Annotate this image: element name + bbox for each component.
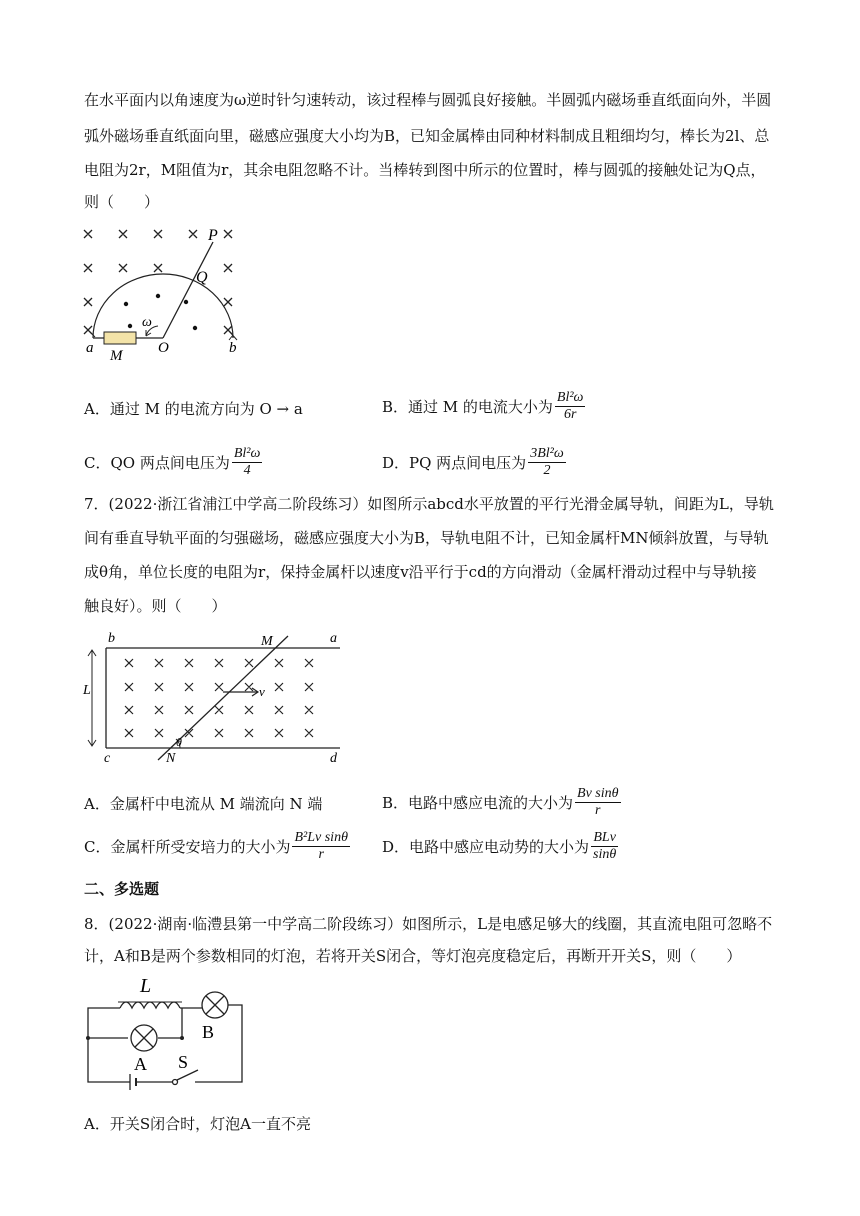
label-Q: Q: [196, 269, 208, 286]
label-M: M: [261, 634, 273, 649]
q7-option-a[interactable]: A．金属杆中电流从 M 端流向 N 端: [84, 795, 323, 813]
q6-option-b[interactable]: B．通过 M 的电流大小为 $\frac{\text{Bl²ω}}{6r}$: [382, 390, 584, 422]
q6-figure: [78, 222, 268, 362]
field-marks: [125, 659, 313, 737]
metal-rod: [163, 242, 213, 338]
q8-option-a[interactable]: A．开关S闭合时，灯泡A一直不亮: [84, 1115, 311, 1133]
label-N: N: [166, 751, 176, 766]
label-v: v: [259, 684, 265, 699]
field-out-of-page-dots: [124, 294, 197, 330]
label-L: L: [140, 975, 152, 997]
inductor-L: [120, 1002, 180, 1008]
section-title: 二、多选题: [84, 880, 160, 898]
label-theta: θ: [176, 735, 182, 749]
label-B: B: [202, 1022, 215, 1042]
q7-figure: [78, 628, 348, 768]
q7-option-c[interactable]: C．金属杆所受安培力的大小为 $\frac{\text{B²Lv sinθ}}{r}$: [84, 830, 348, 862]
label-a: a: [86, 340, 94, 356]
q6-option-a[interactable]: A．通过 M 的电流方向为 O → a: [84, 400, 303, 418]
switch-S: [173, 1080, 178, 1085]
q8-line-1: 8．(2022·湖南·临澧县第一中学高二阶段练习）如图所示，L是电感足够大的线圈，其直流电阻可忽略不: [84, 915, 773, 933]
label-P: P: [208, 227, 218, 244]
label-M: M: [110, 348, 123, 362]
q7-option-b[interactable]: B．电路中感应电流的大小为 $\frac{\text{Bv sinθ}}{r}$: [382, 786, 619, 818]
q6-line-2: 弧外磁场垂直纸面向里，磁感应强度大小均为B，已知金属棒由同种材料制成且粗细均匀，棒长为2l、总: [84, 127, 770, 145]
semicircle-arc: [93, 274, 233, 338]
q6-option-c[interactable]: C．QO 两点间电压为 $\frac{\text{Bl²ω}}{4}$: [84, 446, 261, 478]
label-L: L: [83, 683, 91, 698]
q6-option-d[interactable]: D．PQ 两点间电压为 $\frac{\text{3Bl²ω}}{2}$: [382, 446, 564, 478]
resistor-M: [104, 332, 136, 344]
q8-line-2: 计，A和B是两个参数相同的灯泡，若将开关S闭合，等灯泡亮度稳定后，再断开开关S，则（ ）: [84, 947, 742, 965]
label-S: S: [178, 1052, 189, 1072]
wire-right: [195, 1005, 242, 1082]
label-b: b: [229, 340, 237, 356]
wire-left: [88, 1008, 130, 1082]
q7-option-d[interactable]: D．电路中感应电动势的大小为 $\frac{\text{BLv}}{\sin\theta}$: [382, 830, 617, 862]
q7-line-4: 触良好）。则（ ）: [84, 597, 227, 615]
q7-line-1: 7．(2022·浙江省浦江中学高二阶段练习）如图所示abcd水平放置的平行光滑金属导轨，间距为L，导轨: [84, 495, 774, 513]
label-b: b: [108, 631, 115, 646]
label-A: A: [134, 1054, 147, 1074]
label-O: O: [158, 340, 169, 356]
label-c: c: [104, 751, 111, 766]
q8-figure: [80, 972, 250, 1096]
label-a: a: [330, 631, 337, 646]
q6-line-1: 在水平面内以角速度为ω逆时针匀速转动，该过程棒与圆弧良好接触。半圆弧内磁场垂直纸面向外，半圆: [84, 91, 772, 109]
field-into-page-marks: [84, 230, 232, 334]
label-omega: ω: [142, 315, 152, 330]
q7-line-3: 成θ角，单位长度的电阻为r，保持金属杆以速度v沿平行于cd的方向滑动（金属杆滑动过程中与导轨接: [84, 563, 757, 581]
q6-line-4: 则（ ）: [84, 193, 160, 211]
label-d: d: [330, 751, 337, 766]
q7-line-2: 间有垂直导轨平面的匀强磁场，磁感应强度大小为B，导轨电阻不计，已知金属杆MN倾斜放置，与导轨: [84, 529, 769, 547]
q6-line-3: 电阻为2r，M阻值为r，其余电阻忽略不计。当棒转到图中所示的位置时，棒与圆弧的接触处记为Q点，: [84, 161, 766, 179]
